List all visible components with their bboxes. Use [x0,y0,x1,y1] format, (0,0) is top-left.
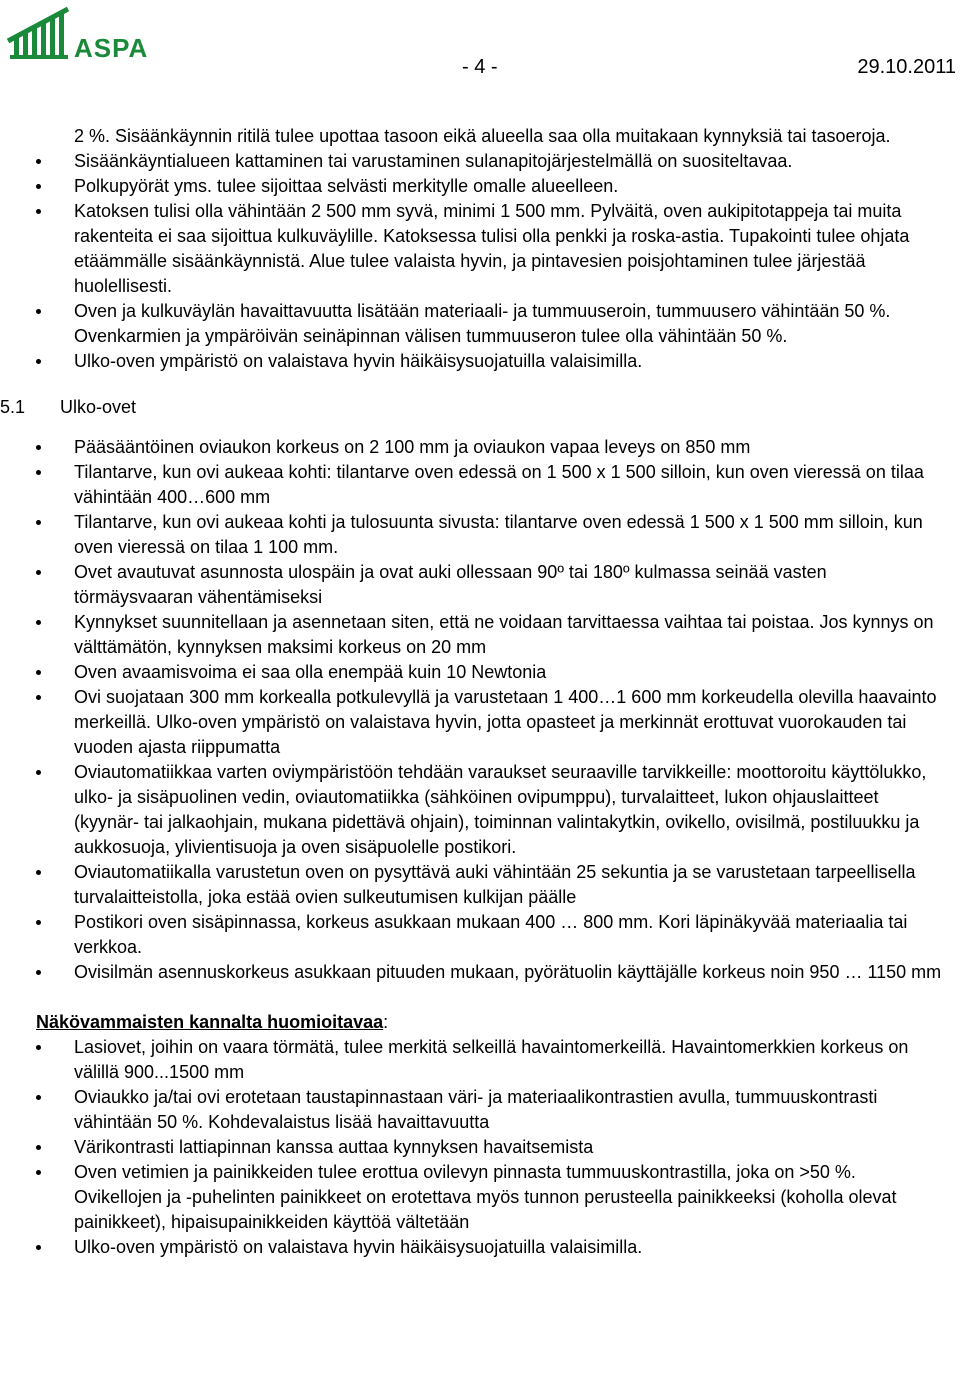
list-item: Ulko-oven ympäristö on valaistava hyvin häikäisysuojatuilla valaisimilla. [0,349,944,374]
continuation-paragraph: 2 %. Sisäänkäynnin ritilä tulee upottaa tasoon eikä alueella saa olla muitakaan kynnyksiä tai tasoeroja. [74,126,891,146]
list-item: Ovi suojataan 300 mm korkealla potkulevyllä ja varustetaan 1 400…1 600 mm korkeudella olevilla haavainto merkeillä. Ulko-oven ympäristö on valaistava hyvin, jotta opasteet ja merkinnät erottuvat vuorokauden tai vuoden ajasta riippumatta [0,685,944,760]
list-item: Ovisilmän asennuskorkeus asukkaan pituuden mukaan, pyörätuolin käyttäjälle korkeus noin 950 … 1150 mm [0,960,944,985]
list-item: Tilantarve, kun ovi aukeaa kohti: tilantarve oven edessä on 1 500 x 1 500 silloin, kun oven vieressä on tilaa vähintään 400…600 mm [0,460,944,510]
list-item: Kynnykset suunnitellaan ja asennetaan siten, että ne voidaan tarvittaessa vaihtaa tai poistaa. Jos kynnys on välttämätön, kynnyksen maksimi korkeus on 20 mm [0,610,944,660]
list-item: Oven ja kulkuväylän havaittavuutta lisätään materiaali- ja tummuuseroin, tummuusero vähintään 50 %. Ovenkarmien ja ympäröivän seinäpinnan välisen tummuuseron tulee olla vähintään 50 %. [0,299,944,349]
page-number: - 4 - [462,56,498,78]
section-heading [0,395,960,420]
document-body [0,124,960,1260]
list-item: Polkupyörät yms. tulee sijoittaa selvästi merkitylle omalle alueelleen. [0,174,944,199]
subheading-suffix: : [383,1012,389,1032]
list-item: Oven avaamisvoima ei saa olla enempää kuin 10 Newtonia [0,660,944,685]
logo-text: ASPA [74,33,149,63]
visually-impaired-heading [36,1009,960,1035]
list-item: Oviaukko ja/tai ovi erotetaan taustapinnastaan väri- ja materiaalikontrastien avulla, tummuuskontrasti vähintään 50 %. Kohdevalaistus lisää havaittavuutta [0,1085,944,1135]
aspa-logo-mark-icon [4,3,72,65]
document-date: 29.10.2011 [857,56,956,78]
list-item: Värikontrasti lattiapinnan kanssa auttaa kynnyksen havaitsemista [0,1135,944,1160]
exterior-doors-list [0,435,960,985]
list-item: Oviautomatiikkaa varten oviympäristöön tehdään varaukset seuraaville tarvikkeille: moottoroitu käyttölukko, ulko- ja sisäpuolinen vedin, oviautomatiikka (sähköinen ovipumppu), turvalaitteet, lukon ohjauslaitteet (kyynär- tai jalkaohjain, mukana pidettävä ohjain), toiminnan valintakytkin, ovikello, ovisilmä, postiluukku ja aukkosuoja, ylivientisuoja ja oven sisäpuolelle postikori. [0,760,944,860]
entrance-list [0,149,960,374]
list-item: Postikori oven sisäpinnassa, korkeus asukkaan mukaan 400 … 800 mm. Kori läpinäkyvää materiaalia tai verkkoa. [0,910,944,960]
list-item: Tilantarve, kun ovi aukeaa kohti ja tulosuunta sivusta: tilantarve oven edessä 1 500 x 1 500 mm silloin, kun oven vieressä on tilaa 1 100 mm. [0,510,944,560]
list-item: Katoksen tulisi olla vähintään 2 500 mm syvä, minimi 1 500 mm. Pylväitä, oven aukipitotappeja tai muita rakenteita ei saa sijoittua kulkuväylille. Katoksessa tulisi olla penkki ja roska-astia. Tupakointi tulee ohjata etäämmälle sisäänkäynnistä. Alue tulee valaista hyvin, ja pintavesien poisjohtaminen tulee järjestää huolellisesti. [0,199,944,299]
section-number: 5.1 [0,397,26,417]
list-item: Lasiovet, joihin on vaara törmätä, tulee merkitä selkeillä havaintomerkeillä. Havaintomerkkien korkeus on välillä 900...1500 mm [0,1035,944,1085]
list-item: Sisäänkäyntialueen kattaminen tai varustaminen sulanapitojärjestelmällä on suositeltavaa. [0,149,944,174]
list-item: Pääsääntöinen oviaukon korkeus on 2 100 mm ja oviaukon vapaa leveys on 850 mm [0,435,944,460]
visually-impaired-list [0,1035,960,1260]
list-item: Oviautomatiikalla varustetun oven on pysyttävä auki vähintään 25 sekuntia ja se varustetaan tarpeellisella turvalaitteistolla, joka estää ovien sulkeutumisen kulkijan päälle [0,860,944,910]
list-item: Ulko-oven ympäristö on valaistava hyvin häikäisysuojatuilla valaisimilla. [0,1235,944,1260]
section-title: Ulko-ovet [60,397,137,417]
list-item: Oven vetimien ja painikkeiden tulee erottua ovilevyn pinnasta tummuuskontrastilla, joka on >50 %. Ovikellojen ja -puhelinten painikkeet on erotettava myös tunnon perusteella painikkeeksi (koholla olevat painikkeet), hipaisupainikkeiden käyttöä vältetään [0,1160,944,1235]
list-item: Ovet avautuvat asunnosta ulospäin ja ovat auki ollessaan 90º tai 180º kulmassa seinää vasten törmäysvaaran vähentämiseksi [0,560,944,610]
aspa-logo [4,3,149,65]
subheading-bold: Näkövammaisten kannalta huomioitavaa [36,1012,384,1032]
